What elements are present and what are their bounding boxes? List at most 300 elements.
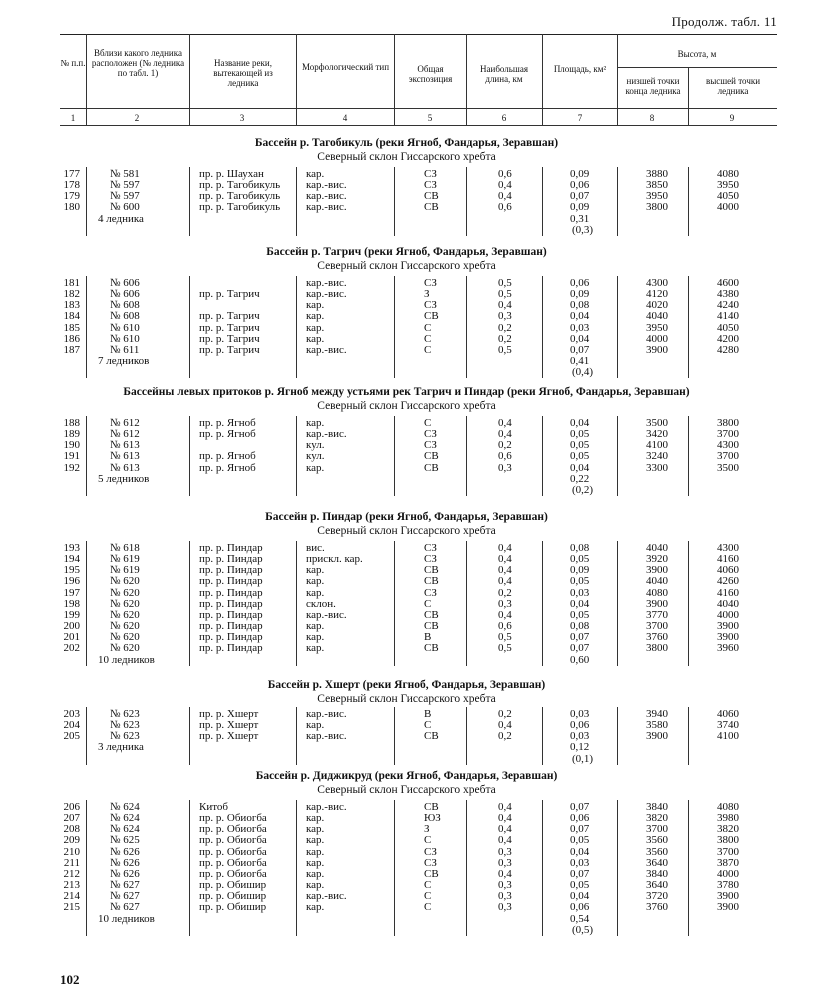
cell-low: 3950 (646, 190, 668, 203)
cell-type: кар. (306, 879, 325, 892)
cell-n: 188 (63, 417, 80, 429)
cell-exp: СВ (424, 575, 439, 588)
cell-area: 0,07 (570, 801, 590, 813)
cell-n: 191 (63, 450, 80, 463)
cell-exp: С (424, 417, 432, 429)
cell-high: 3820 (717, 823, 739, 836)
cell-near: № 620 (110, 642, 140, 655)
section-title: Бассейны левых притоков р. Ягноб между устьями рек Тагрич и Пиндар (реки Ягноб, Фандарья, Зеравшан) (123, 386, 690, 398)
cell-high: 4080 (717, 801, 739, 813)
cell-type: кул. (306, 450, 325, 463)
cell-n: 205 (63, 730, 80, 743)
section-total-row (0, 474, 813, 485)
cell-river: пр. р. Тагрич (199, 321, 260, 334)
cell-type: кар.-вис. (306, 343, 347, 356)
cell-len: 0,3 (498, 856, 512, 869)
cell-exp: С (424, 834, 432, 847)
cell-low: 4300 (646, 277, 668, 289)
cell-near: № 597 (110, 190, 140, 203)
cell-near: № 620 (110, 631, 140, 644)
cell-exp: С (424, 597, 432, 610)
cell-low: 3840 (646, 801, 668, 813)
cell-near: № 626 (110, 867, 140, 880)
cell-type: кар. (306, 461, 325, 474)
total-label: 4 ледника (98, 212, 144, 225)
cell-near: № 608 (110, 299, 140, 312)
section-total-row-rounded (0, 485, 813, 496)
cell-exp: СВ (424, 310, 439, 323)
cell-low: 3900 (646, 564, 668, 577)
cell-high: 4160 (717, 553, 739, 566)
cell-n: 189 (63, 428, 80, 441)
cell-area: 0,04 (570, 417, 590, 429)
cell-type: кар. (306, 321, 325, 334)
cell-area: 0,09 (570, 288, 590, 301)
cell-near: № 612 (110, 417, 140, 429)
table-row (0, 311, 813, 322)
cell-len: 0,4 (498, 834, 512, 847)
cell-high: 3800 (717, 417, 739, 429)
cell-area: 0,07 (570, 642, 590, 655)
cell-type: кар. (306, 417, 325, 429)
cell-type: кар.-вис. (306, 277, 347, 289)
cell-len: 0,2 (498, 708, 512, 720)
cell-area: 0,09 (570, 168, 590, 180)
cell-len: 0,4 (498, 553, 512, 566)
cell-n: 206 (63, 801, 80, 813)
cell-len: 0,4 (498, 823, 512, 836)
total-area: 0,54 (570, 912, 590, 925)
header-highest-point: высшей точки ледника (705, 76, 761, 96)
cell-len: 0,4 (498, 812, 512, 825)
cell-near: № 624 (110, 812, 140, 825)
cell-river: пр. р. Обишир (199, 879, 267, 892)
cell-high: 4300 (717, 439, 739, 452)
table-continuation-label: Продолж. табл. 11 (671, 14, 777, 29)
cell-high: 4040 (717, 597, 739, 610)
cell-low: 3940 (646, 708, 668, 720)
cell-len: 0,6 (498, 168, 512, 180)
cell-low: 3770 (646, 608, 668, 621)
cell-area: 0,07 (570, 631, 590, 644)
cell-type: кар.-вис. (306, 428, 347, 441)
cell-n: 209 (63, 834, 80, 847)
cell-low: 3560 (646, 845, 668, 858)
table-row (0, 323, 813, 334)
cell-low: 3920 (646, 553, 668, 566)
cell-area: 0,05 (570, 834, 590, 847)
cell-exp: СЗ (424, 856, 437, 869)
cell-near: № 619 (110, 553, 140, 566)
cell-river: пр. р. Ягноб (199, 417, 256, 429)
cell-type: кар.-вис. (306, 608, 347, 621)
column-number: 7 (577, 113, 583, 123)
cell-type: кар.-вис. (306, 890, 347, 903)
cell-n: 215 (63, 901, 80, 914)
cell-exp: С (424, 343, 432, 356)
cell-len: 0,2 (498, 586, 512, 599)
cell-len: 0,4 (498, 428, 512, 441)
cell-area: 0,07 (570, 190, 590, 203)
cell-exp: СВ (424, 564, 439, 577)
cell-near: № 597 (110, 179, 140, 192)
cell-high: 4300 (717, 542, 739, 554)
cell-river: пр. р. Пиндар (199, 542, 263, 554)
total-area-rounded: (0,5) (572, 923, 594, 936)
table-row (0, 451, 813, 462)
cell-low: 3800 (646, 201, 668, 214)
section-subtitle: Северный склон Гиссарского хребта (317, 400, 496, 412)
cell-n: 199 (63, 608, 80, 621)
cell-n: 182 (63, 288, 80, 301)
cell-high: 3960 (717, 642, 739, 655)
cell-n: 186 (63, 332, 80, 345)
cell-near: № 624 (110, 801, 140, 813)
cell-high: 3780 (717, 879, 739, 892)
cell-high: 3980 (717, 812, 739, 825)
cell-area: 0,05 (570, 879, 590, 892)
cell-n: 181 (63, 277, 80, 289)
cell-river: Китоб (199, 801, 228, 813)
cell-near: № 581 (110, 168, 140, 180)
cell-exp: С (424, 321, 432, 334)
section-title: Бассейн р. Пиндар (реки Ягноб, Фандарья, Зеравшан) (265, 511, 548, 523)
cell-exp: СЗ (424, 277, 437, 289)
section-total-row (0, 214, 813, 225)
cell-river: пр. р. Хшерт (199, 719, 259, 732)
cell-type: кар. (306, 834, 325, 847)
cell-area: 0,05 (570, 428, 590, 441)
cell-high: 4050 (717, 190, 739, 203)
cell-n: 210 (63, 845, 80, 858)
cell-n: 192 (63, 461, 80, 474)
cell-n: 200 (63, 620, 80, 633)
cell-river: пр. р. Обиогба (199, 856, 267, 869)
cell-low: 3900 (646, 343, 668, 356)
cell-high: 4000 (717, 201, 739, 214)
cell-river: пр. р. Пиндар (199, 564, 263, 577)
cell-river: пр. р. Пиндар (199, 575, 263, 588)
cell-exp: СВ (424, 608, 439, 621)
cell-len: 0,5 (498, 288, 512, 301)
cell-high: 3870 (717, 856, 739, 869)
cell-river: пр. р. Ягноб (199, 461, 256, 474)
section-total-row-rounded (0, 225, 813, 236)
cell-high: 4050 (717, 321, 739, 334)
cell-type: кар. (306, 586, 325, 599)
cell-area: 0,07 (570, 867, 590, 880)
cell-n: 201 (63, 631, 80, 644)
cell-type: кул. (306, 439, 325, 452)
cell-high: 3900 (717, 631, 739, 644)
total-label: 3 ледника (98, 741, 144, 754)
cell-low: 4080 (646, 586, 668, 599)
total-area: 0,22 (570, 472, 590, 485)
cell-len: 0,4 (498, 575, 512, 588)
cell-exp: СЗ (424, 428, 437, 441)
cell-type: кар. (306, 856, 325, 869)
cell-area: 0,08 (570, 542, 590, 554)
cell-n: 207 (63, 812, 80, 825)
section-total-row (0, 655, 813, 666)
cell-len: 0,4 (498, 190, 512, 203)
cell-n: 198 (63, 597, 80, 610)
cell-river: пр. р. Пиндар (199, 620, 263, 633)
section-total-row-rounded (0, 367, 813, 378)
cell-type: кар. (306, 845, 325, 858)
section-total-row (0, 742, 813, 753)
cell-type: кар. (306, 564, 325, 577)
cell-river: пр. р. Обиогба (199, 845, 267, 858)
cell-exp: СЗ (424, 439, 437, 452)
cell-exp: ЮЗ (424, 812, 441, 825)
cell-near: № 606 (110, 277, 140, 289)
cell-river: пр. р. Пиндар (199, 631, 263, 644)
cell-type: кар. (306, 168, 325, 180)
section-subtitle: Северный склон Гиссарского хребта (317, 693, 496, 705)
cell-len: 0,4 (498, 719, 512, 732)
table-row (0, 902, 813, 913)
cell-high: 4000 (717, 608, 739, 621)
section-title: Бассейн р. Диджикруд (реки Ягноб, Фандарья, Зеравшан) (255, 770, 558, 782)
section-subtitle: Северный склон Гиссарского хребта (317, 784, 496, 796)
column-number: 3 (239, 113, 245, 123)
cell-n: 183 (63, 299, 80, 312)
cell-high: 3500 (717, 461, 739, 474)
cell-low: 3700 (646, 620, 668, 633)
section-title: Бассейн р. Тагобикуль (реки Ягноб, Фандарья, Зеравшан) (254, 137, 559, 149)
total-area-rounded: (0,3) (572, 223, 594, 236)
section-title: Бассейн р. Тагрич (реки Ягноб, Фандарья, Зеравшан) (266, 246, 547, 258)
cell-n: 190 (63, 439, 80, 452)
cell-high: 4140 (717, 310, 739, 323)
cell-n: 177 (63, 168, 80, 180)
cell-exp: СВ (424, 461, 439, 474)
cell-near: № 620 (110, 597, 140, 610)
table-header (0, 34, 813, 126)
cell-area: 0,08 (570, 620, 590, 633)
cell-near: № 612 (110, 428, 140, 441)
cell-low: 3720 (646, 890, 668, 903)
cell-near: № 613 (110, 450, 140, 463)
cell-exp: СВ (424, 201, 439, 214)
cell-low: 4100 (646, 439, 668, 452)
header-river-name: Название реки, вытекающей из ледника (213, 58, 273, 88)
cell-low: 3880 (646, 168, 668, 180)
table-row (0, 847, 813, 858)
cell-exp: С (424, 890, 432, 903)
cell-type: кар. (306, 901, 325, 914)
cell-river: пр. р. Тагрич (199, 343, 260, 356)
cell-high: 3700 (717, 845, 739, 858)
cell-len: 0,2 (498, 439, 512, 452)
cell-area: 0,05 (570, 439, 590, 452)
cell-low: 3800 (646, 642, 668, 655)
cell-river: пр. р. Обиогба (199, 867, 267, 880)
cell-exp: СЗ (424, 542, 437, 554)
cell-len: 0,4 (498, 179, 512, 192)
cell-near: № 608 (110, 310, 140, 323)
cell-exp: СВ (424, 867, 439, 880)
table-row (0, 588, 813, 599)
cell-n: 197 (63, 586, 80, 599)
cell-low: 3420 (646, 428, 668, 441)
cell-len: 0,3 (498, 597, 512, 610)
cell-type: кар.-вис. (306, 201, 347, 214)
cell-exp: З (424, 288, 430, 301)
header-area: Площадь, км² (553, 64, 607, 74)
cell-n: 184 (63, 310, 80, 323)
cell-low: 4120 (646, 288, 668, 301)
cell-type: кар.-вис. (306, 179, 347, 192)
cell-exp: СЗ (424, 299, 437, 312)
cell-area: 0,03 (570, 708, 590, 720)
cell-near: № 620 (110, 608, 140, 621)
cell-exp: СВ (424, 450, 439, 463)
cell-n: 204 (63, 719, 80, 732)
cell-len: 0,4 (498, 608, 512, 621)
cell-river: пр. р. Обиогба (199, 812, 267, 825)
cell-near: № 613 (110, 439, 140, 452)
cell-area: 0,04 (570, 890, 590, 903)
cell-river: пр. р. Обишир (199, 890, 267, 903)
cell-near: № 613 (110, 461, 140, 474)
cell-near: № 610 (110, 332, 140, 345)
cell-high: 4380 (717, 288, 739, 301)
cell-n: 194 (63, 553, 80, 566)
cell-area: 0,07 (570, 823, 590, 836)
cell-n: 213 (63, 879, 80, 892)
cell-len: 0,5 (498, 642, 512, 655)
cell-len: 0,4 (498, 867, 512, 880)
cell-type: кар. (306, 332, 325, 345)
cell-exp: С (424, 719, 432, 732)
cell-low: 3640 (646, 856, 668, 869)
cell-area: 0,03 (570, 321, 590, 334)
table-row (0, 835, 813, 846)
cell-low: 3560 (646, 834, 668, 847)
cell-low: 3900 (646, 597, 668, 610)
cell-high: 3900 (717, 890, 739, 903)
cell-type: кар. (306, 823, 325, 836)
cell-high: 3800 (717, 834, 739, 847)
table-row (0, 576, 813, 587)
cell-len: 0,3 (498, 461, 512, 474)
cell-len: 0,4 (498, 564, 512, 577)
cell-near: № 600 (110, 201, 140, 214)
cell-low: 3580 (646, 719, 668, 732)
cell-low: 4020 (646, 299, 668, 312)
table-row (0, 643, 813, 654)
cell-river: пр. р. Тагобикуль (199, 201, 281, 214)
column-number: 5 (427, 113, 433, 123)
cell-n: 212 (63, 867, 80, 880)
total-area-rounded: (0,2) (572, 483, 594, 496)
table-row (0, 202, 813, 213)
section-subtitle: Северный склон Гиссарского хребта (317, 151, 496, 163)
cell-high: 3740 (717, 719, 739, 732)
cell-exp: СЗ (424, 586, 437, 599)
cell-low: 3850 (646, 179, 668, 192)
cell-area: 0,04 (570, 845, 590, 858)
section-subtitle: Северный склон Гиссарского хребта (317, 525, 496, 537)
page-number: 102 (60, 972, 80, 987)
cell-n: 211 (63, 856, 80, 869)
cell-near: № 627 (110, 901, 140, 914)
cell-len: 0,4 (498, 801, 512, 813)
cell-exp: СЗ (424, 168, 437, 180)
cell-river: пр. р. Тагобикуль (199, 190, 281, 203)
section-total-row (0, 914, 813, 925)
header-lowest-point: низшей точки конца ледника (625, 76, 681, 96)
cell-area: 0,03 (570, 730, 590, 743)
cell-high: 4600 (717, 277, 739, 289)
cell-type: склон. (306, 597, 336, 610)
cell-n: 178 (63, 179, 80, 192)
cell-low: 3900 (646, 730, 668, 743)
cell-low: 4040 (646, 310, 668, 323)
cell-high: 4240 (717, 299, 739, 312)
cell-river: пр. р. Хшерт (199, 730, 259, 743)
cell-area: 0,04 (570, 332, 590, 345)
cell-type: кар. (306, 310, 325, 323)
cell-river: пр. р. Обиогба (199, 823, 267, 836)
cell-high: 4000 (717, 867, 739, 880)
cell-area: 0,06 (570, 277, 590, 289)
cell-exp: СВ (424, 620, 439, 633)
header-exposure: Общая экспозиция (408, 64, 453, 84)
cell-river: пр. р. Пиндар (199, 597, 263, 610)
cell-type: кар. (306, 620, 325, 633)
cell-area: 0,09 (570, 564, 590, 577)
cell-area: 0,04 (570, 597, 590, 610)
cell-exp: СВ (424, 801, 439, 813)
cell-exp: З (424, 823, 430, 836)
cell-area: 0,05 (570, 608, 590, 621)
cell-n: 208 (63, 823, 80, 836)
total-label: 5 ледников (98, 472, 150, 485)
cell-area: 0,07 (570, 343, 590, 356)
cell-len: 0,5 (498, 631, 512, 644)
cell-near: № 620 (110, 620, 140, 633)
total-area: 0,12 (570, 741, 590, 754)
cell-n: 195 (63, 564, 80, 577)
total-label: 10 ледников (98, 912, 155, 925)
cell-n: 196 (63, 575, 80, 588)
cell-len: 0,6 (498, 450, 512, 463)
cell-area: 0,06 (570, 179, 590, 192)
cell-river: пр. р. Обиогба (199, 834, 267, 847)
cell-exp: СВ (424, 730, 439, 743)
cell-low: 4000 (646, 332, 668, 345)
cell-high: 3700 (717, 450, 739, 463)
cell-near: № 624 (110, 823, 140, 836)
cell-n: 187 (63, 343, 80, 356)
cell-type: кар.-вис. (306, 730, 347, 743)
cell-exp: СЗ (424, 179, 437, 192)
header-height: Высота, м (677, 49, 717, 59)
cell-len: 0,3 (498, 901, 512, 914)
cell-type: кар. (306, 299, 325, 312)
cell-exp: В (424, 708, 432, 720)
cell-high: 4160 (717, 586, 739, 599)
cell-exp: СЗ (424, 553, 437, 566)
cell-type: кар. (306, 719, 325, 732)
header-max-length: Наибольшая длина, км (480, 64, 528, 84)
cell-near: № 620 (110, 586, 140, 599)
cell-area: 0,05 (570, 575, 590, 588)
cell-exp: С (424, 879, 432, 892)
